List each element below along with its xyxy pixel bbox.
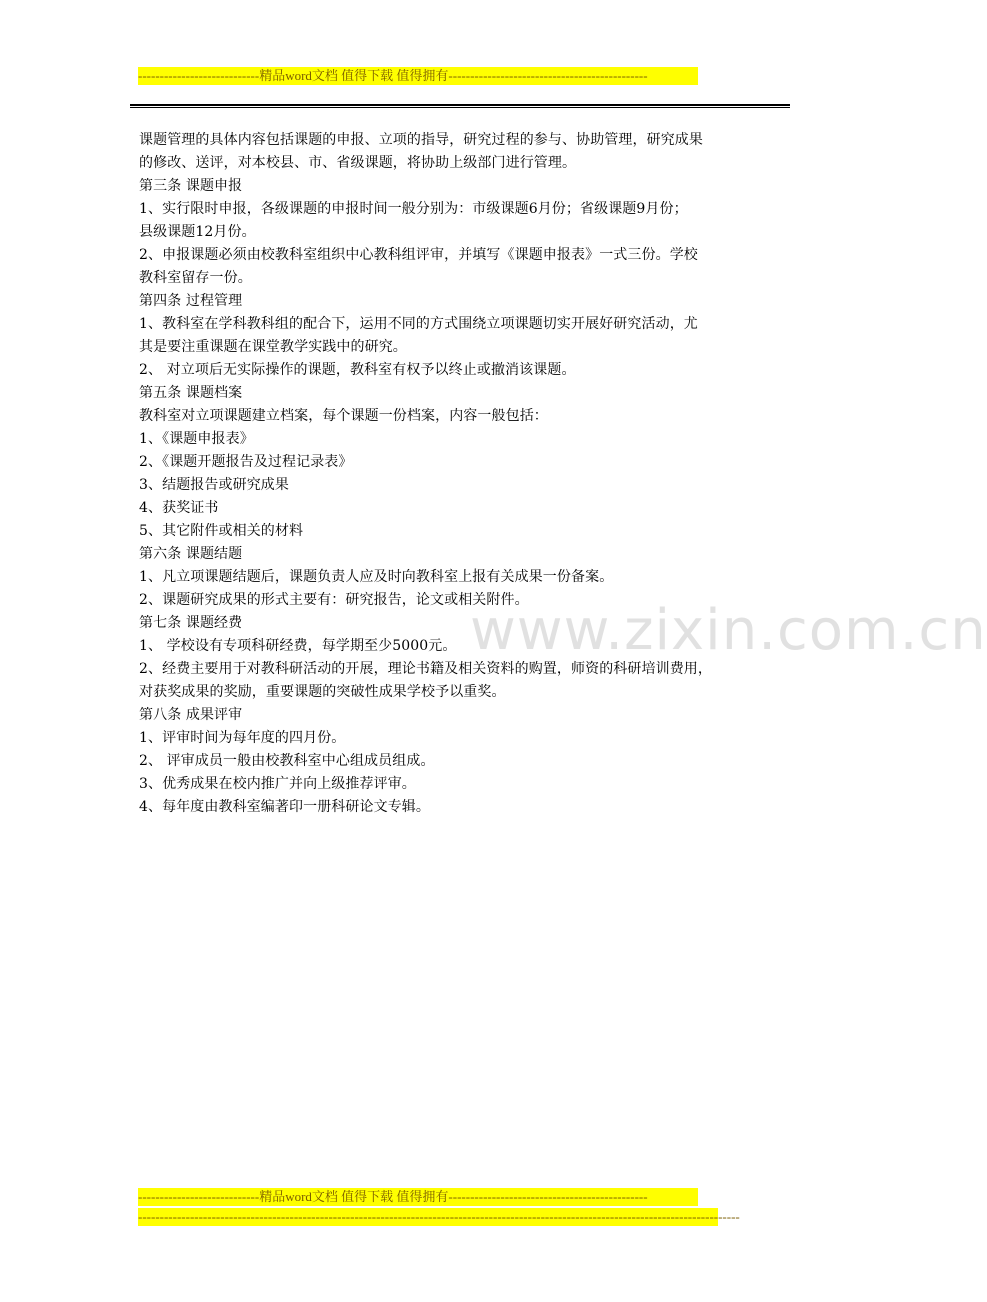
body-line: 1、教科室在学科教科组的配合下，运用不同的方式围绕立项课题切实开展好研究活动，尤 [139, 316, 698, 332]
body-line: 教科室留存一份。 [139, 270, 252, 286]
body-line: 2、 对立项后无实际操作的课题，教科室有权予以终止或撤消该课题。 [139, 362, 576, 378]
body-line: 2、经费主要用于对教科研活动的开展，理论书籍及相关资料的购置，师资的科研培训费用， [139, 661, 713, 677]
body-line: 的修改、送评，对本校县、市、省级课题，将协助上级部门进行管理。 [139, 155, 577, 171]
list-item: 5、其它附件或相关的材料 [139, 523, 304, 539]
list-item: 4、获奖证书 [139, 500, 219, 516]
list-item: 1、《课题申报表》 [139, 431, 254, 447]
body-line: 1、凡立项课题结题后，课题负责人应及时向教科室上报有关成果一份备案。 [139, 569, 614, 585]
document-body [139, 129, 787, 819]
section-heading: 第七条 课题经费 [139, 615, 243, 631]
body-line: 县级课题12月份。 [139, 224, 256, 240]
footer-banner: ----------------------------精品word文档 值得下载 值得拥有---------------------------------------------- [138, 1188, 698, 1206]
section-heading: 第五条 课题档案 [139, 385, 243, 401]
body-line: 3、优秀成果在校内推广并向上级推荐评审。 [139, 776, 416, 792]
body-line: 1、实行限时申报，各级课题的申报时间一般分别为：市级课题6月份；省级课题9月份； [139, 201, 688, 217]
body-line: 2、课题研究成果的形式主要有：研究报告，论文或相关附件。 [139, 592, 529, 608]
section-heading: 第八条 成果评审 [139, 707, 243, 723]
section-heading: 第三条 课题申报 [139, 178, 243, 194]
list-item: 2、《课题开题报告及过程记录表》 [139, 454, 353, 470]
body-line: 1、 学校设有专项科研经费，每学期至少5000元。 [139, 638, 457, 654]
section-heading: 第六条 课题结题 [139, 546, 243, 562]
body-line: 课题管理的具体内容包括课题的申报、立项的指导，研究过程的参与、协助管理，研究成果 [139, 132, 703, 148]
header-rule [130, 104, 790, 108]
body-line: 2、 评审成员一般由校教科室中心组成员组成。 [139, 753, 435, 769]
list-item: 3、结题报告或研究成果 [139, 477, 290, 493]
watermark: www.zixin.com.cn [470, 598, 987, 663]
body-line: 2、申报课题必须由校教科室组织中心教科组评审，并填写《课题申报表》一式三份。学校 [139, 247, 698, 263]
header-banner: ----------------------------精品word文档 值得下载 值得拥有---------------------------------------------- [138, 67, 698, 85]
footer-banner-dashes: ------------------------------------------------------------------------------------------------------------------------------------------- [138, 1209, 740, 1224]
body-line: 对获奖成果的奖励，重要课题的突破性成果学校予以重奖。 [139, 684, 506, 700]
body-line: 教科室对立项课题建立档案，每个课题一份档案，内容一般包括： [139, 408, 548, 424]
body-line: 1、评审时间为每年度的四月份。 [139, 730, 346, 746]
section-heading: 第四条 过程管理 [139, 293, 243, 309]
body-line: 其是要注重课题在课堂教学实践中的研究。 [139, 339, 407, 355]
body-line: 4、每年度由教科室编著印一册科研论文专辑。 [139, 799, 431, 815]
